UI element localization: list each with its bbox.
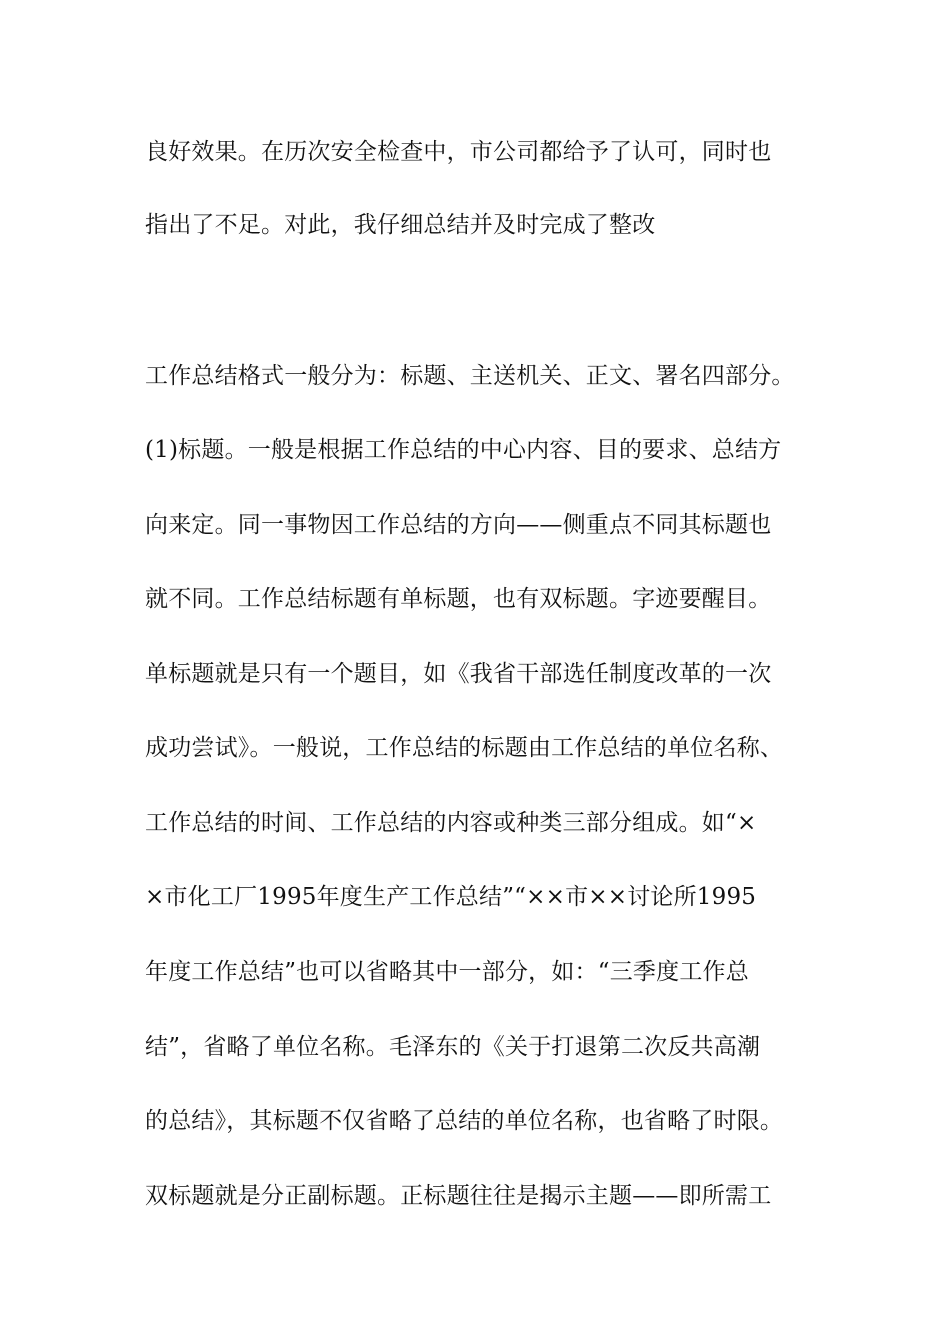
paragraph-2-line-9: 年度工作总结”也可以省略其中一部分，如：“三季度工作总 [145, 959, 749, 985]
paragraph-1-line-1: 良好效果。在历次安全检查中，市公司都给予了认可，同时也 [145, 139, 772, 165]
paragraph-2-line-6: 成功尝试》。一般说，工作总结的标题由工作总结的单位名称、 [145, 735, 784, 761]
paragraph-2-line-4: 就不同。工作总结标题有单标题，也有双标题。字迹要醒目。 [145, 586, 772, 612]
paragraph-2-line-3: 向来定。同一事物因工作总结的方向——侧重点不同其标题也 [145, 512, 772, 538]
paragraph-2-line-2: (1)标题。一般是根据工作总结的中心内容、目的要求、总结方 [145, 437, 782, 463]
paragraph-2-line-1: 工作总结格式一般分为：标题、主送机关、正文、署名四部分。 [145, 363, 795, 389]
paragraph-2-line-10: 结”，省略了单位名称。毛泽东的《关于打退第二次反共高潮 [145, 1034, 761, 1060]
paragraph-2-line-11: 的总结》，其标题不仅省略了总结的单位名称，也省略了时限。 [145, 1108, 784, 1134]
paragraph-1-line-2: 指出了不足。对此，我仔细总结并及时完成了整改 [145, 212, 656, 238]
paragraph-2-line-12: 双标题就是分正副标题。正标题往往是揭示主题——即所需工 [145, 1183, 772, 1209]
paragraph-2-line-8: ×市化工厂1995年度生产工作总结”“××市××讨论所1995 [145, 884, 757, 910]
paragraph-2-line-7: 工作总结的时间、工作总结的内容或种类三部分组成。如“× [145, 810, 757, 836]
paragraph-2-line-5: 单标题就是只有一个题目，如《我省干部选任制度改革的一次 [145, 661, 772, 687]
